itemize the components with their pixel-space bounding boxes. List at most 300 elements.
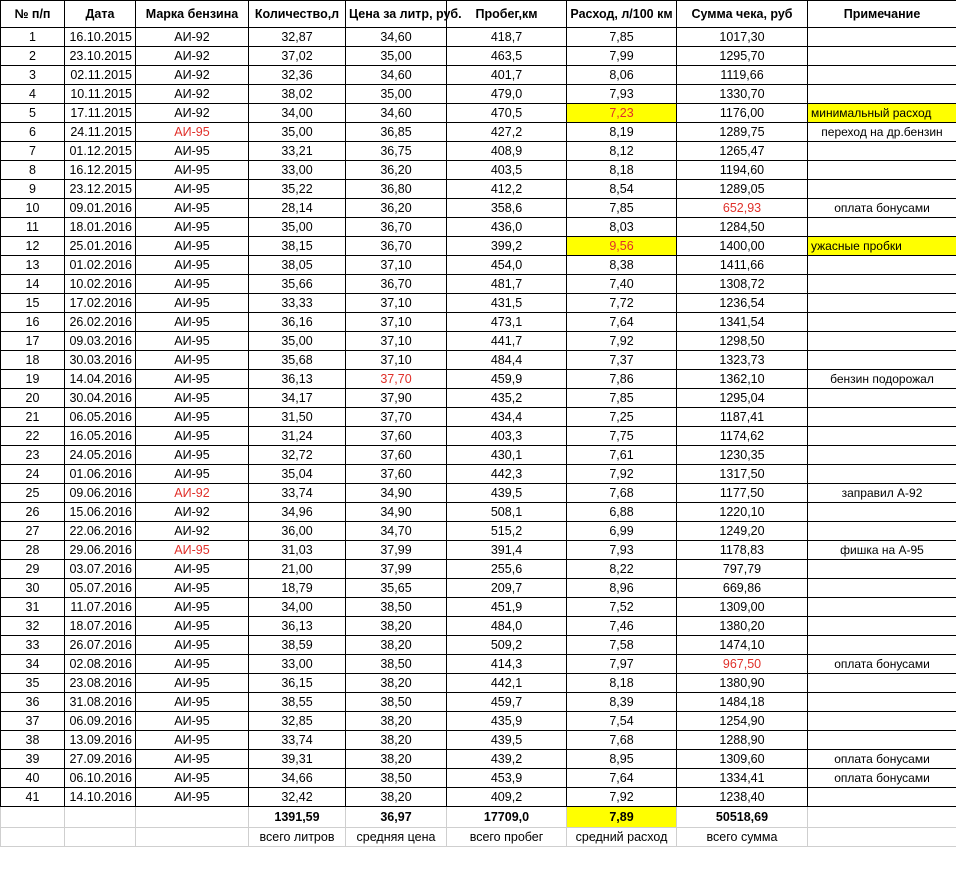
fuel-brand-cell[interactable]: АИ-92 xyxy=(136,66,249,85)
average-price-cell[interactable]: 36,97 xyxy=(346,807,447,828)
header-cell-note[interactable]: Примечание xyxy=(808,1,956,28)
quantity-cell[interactable]: 34,66 xyxy=(249,769,346,788)
quantity-cell[interactable]: 39,31 xyxy=(249,750,346,769)
date-cell[interactable]: 30.03.2016 xyxy=(65,351,136,370)
price-cell[interactable]: 36,70 xyxy=(346,275,447,294)
price-cell[interactable]: 35,00 xyxy=(346,85,447,104)
note-cell[interactable]: оплата бонусами xyxy=(808,655,956,674)
quantity-cell[interactable]: 34,96 xyxy=(249,503,346,522)
sum-cell[interactable]: 1284,50 xyxy=(677,218,808,237)
note-cell[interactable] xyxy=(808,598,956,617)
fuel-brand-cell[interactable]: АИ-95 xyxy=(136,218,249,237)
mileage-cell[interactable]: 399,2 xyxy=(447,237,567,256)
price-cell[interactable]: 38,20 xyxy=(346,788,447,807)
sum-cell[interactable]: 1230,35 xyxy=(677,446,808,465)
row-number-cell[interactable]: 4 xyxy=(1,85,65,104)
mileage-cell[interactable]: 401,7 xyxy=(447,66,567,85)
consumption-cell[interactable]: 7,85 xyxy=(567,389,677,408)
note-cell[interactable] xyxy=(808,446,956,465)
fuel-brand-cell[interactable]: АИ-95 xyxy=(136,313,249,332)
fuel-brand-cell[interactable]: АИ-95 xyxy=(136,560,249,579)
label-empty-cell[interactable] xyxy=(1,828,65,847)
fuel-brand-cell[interactable]: АИ-95 xyxy=(136,408,249,427)
fuel-brand-cell[interactable]: АИ-95 xyxy=(136,712,249,731)
row-number-cell[interactable]: 16 xyxy=(1,313,65,332)
mileage-cell[interactable]: 459,7 xyxy=(447,693,567,712)
mileage-cell[interactable]: 484,4 xyxy=(447,351,567,370)
row-number-cell[interactable]: 37 xyxy=(1,712,65,731)
note-cell[interactable] xyxy=(808,294,956,313)
row-number-cell[interactable]: 38 xyxy=(1,731,65,750)
sum-cell[interactable]: 1178,83 xyxy=(677,541,808,560)
row-number-cell[interactable]: 6 xyxy=(1,123,65,142)
price-cell[interactable]: 34,60 xyxy=(346,104,447,123)
sum-cell[interactable]: 652,93 xyxy=(677,199,808,218)
row-number-cell[interactable]: 23 xyxy=(1,446,65,465)
row-number-cell[interactable]: 36 xyxy=(1,693,65,712)
price-cell[interactable]: 34,60 xyxy=(346,28,447,47)
sum-cell[interactable]: 669,86 xyxy=(677,579,808,598)
consumption-cell[interactable]: 7,72 xyxy=(567,294,677,313)
date-cell[interactable]: 27.09.2016 xyxy=(65,750,136,769)
price-cell[interactable]: 37,10 xyxy=(346,294,447,313)
note-cell[interactable] xyxy=(808,256,956,275)
row-number-cell[interactable]: 34 xyxy=(1,655,65,674)
quantity-cell[interactable]: 33,74 xyxy=(249,731,346,750)
consumption-cell[interactable]: 7,92 xyxy=(567,465,677,484)
date-cell[interactable]: 24.05.2016 xyxy=(65,446,136,465)
fuel-brand-cell[interactable]: АИ-95 xyxy=(136,427,249,446)
consumption-cell[interactable]: 8,12 xyxy=(567,142,677,161)
consumption-cell[interactable]: 7,64 xyxy=(567,769,677,788)
note-cell[interactable] xyxy=(808,332,956,351)
totals-empty-cell[interactable] xyxy=(808,807,956,828)
quantity-cell[interactable]: 33,00 xyxy=(249,655,346,674)
fuel-brand-cell[interactable]: АИ-92 xyxy=(136,503,249,522)
date-cell[interactable]: 30.04.2016 xyxy=(65,389,136,408)
mileage-cell[interactable]: 414,3 xyxy=(447,655,567,674)
mileage-cell[interactable]: 508,1 xyxy=(447,503,567,522)
mileage-cell[interactable]: 436,0 xyxy=(447,218,567,237)
sum-cell[interactable]: 1298,50 xyxy=(677,332,808,351)
consumption-cell[interactable]: 7,85 xyxy=(567,28,677,47)
mileage-cell[interactable]: 439,2 xyxy=(447,750,567,769)
date-cell[interactable]: 09.01.2016 xyxy=(65,199,136,218)
row-number-cell[interactable]: 7 xyxy=(1,142,65,161)
mileage-cell[interactable]: 403,3 xyxy=(447,427,567,446)
consumption-cell[interactable]: 7,58 xyxy=(567,636,677,655)
consumption-cell[interactable]: 7,37 xyxy=(567,351,677,370)
sum-cell[interactable]: 797,79 xyxy=(677,560,808,579)
consumption-cell[interactable]: 8,03 xyxy=(567,218,677,237)
mileage-cell[interactable]: 431,5 xyxy=(447,294,567,313)
consumption-cell[interactable]: 8,19 xyxy=(567,123,677,142)
consumption-cell[interactable]: 7,93 xyxy=(567,85,677,104)
note-cell[interactable] xyxy=(808,142,956,161)
price-cell[interactable]: 38,20 xyxy=(346,617,447,636)
sum-cell[interactable]: 1176,00 xyxy=(677,104,808,123)
fuel-brand-cell[interactable]: АИ-95 xyxy=(136,332,249,351)
quantity-cell[interactable]: 28,14 xyxy=(249,199,346,218)
mileage-cell[interactable]: 463,5 xyxy=(447,47,567,66)
quantity-cell[interactable]: 36,13 xyxy=(249,617,346,636)
mileage-cell[interactable]: 255,6 xyxy=(447,560,567,579)
fuel-brand-cell[interactable]: АИ-92 xyxy=(136,85,249,104)
consumption-cell[interactable]: 8,22 xyxy=(567,560,677,579)
total-quantity-cell[interactable]: 1391,59 xyxy=(249,807,346,828)
note-cell[interactable] xyxy=(808,161,956,180)
totals-empty-cell[interactable] xyxy=(65,807,136,828)
mileage-cell[interactable]: 470,5 xyxy=(447,104,567,123)
sum-cell[interactable]: 1411,66 xyxy=(677,256,808,275)
date-cell[interactable]: 01.02.2016 xyxy=(65,256,136,275)
label-empty-cell[interactable] xyxy=(136,828,249,847)
date-cell[interactable]: 06.09.2016 xyxy=(65,712,136,731)
consumption-cell[interactable]: 8,38 xyxy=(567,256,677,275)
quantity-cell[interactable]: 34,00 xyxy=(249,104,346,123)
note-cell[interactable] xyxy=(808,579,956,598)
consumption-cell[interactable]: 7,86 xyxy=(567,370,677,389)
row-number-cell[interactable]: 5 xyxy=(1,104,65,123)
price-cell[interactable]: 37,70 xyxy=(346,370,447,389)
mileage-cell[interactable]: 515,2 xyxy=(447,522,567,541)
date-cell[interactable]: 31.08.2016 xyxy=(65,693,136,712)
fuel-brand-cell[interactable]: АИ-95 xyxy=(136,351,249,370)
price-cell[interactable]: 35,65 xyxy=(346,579,447,598)
sum-cell[interactable]: 1174,62 xyxy=(677,427,808,446)
row-number-cell[interactable]: 29 xyxy=(1,560,65,579)
sum-cell[interactable]: 1220,10 xyxy=(677,503,808,522)
price-cell[interactable]: 36,20 xyxy=(346,161,447,180)
note-cell[interactable] xyxy=(808,522,956,541)
row-number-cell[interactable]: 32 xyxy=(1,617,65,636)
date-cell[interactable]: 16.05.2016 xyxy=(65,427,136,446)
quantity-cell[interactable]: 38,55 xyxy=(249,693,346,712)
row-number-cell[interactable]: 33 xyxy=(1,636,65,655)
row-number-cell[interactable]: 21 xyxy=(1,408,65,427)
price-cell[interactable]: 36,70 xyxy=(346,237,447,256)
note-cell[interactable] xyxy=(808,218,956,237)
price-cell[interactable]: 36,20 xyxy=(346,199,447,218)
quantity-cell[interactable]: 34,17 xyxy=(249,389,346,408)
mileage-cell[interactable]: 473,1 xyxy=(447,313,567,332)
row-number-cell[interactable]: 14 xyxy=(1,275,65,294)
price-cell[interactable]: 37,10 xyxy=(346,256,447,275)
note-cell[interactable] xyxy=(808,788,956,807)
average-consumption-cell[interactable]: 7,89 xyxy=(567,807,677,828)
fuel-brand-cell[interactable]: АИ-92 xyxy=(136,104,249,123)
sum-cell[interactable]: 1288,90 xyxy=(677,731,808,750)
sum-cell[interactable]: 1341,54 xyxy=(677,313,808,332)
mileage-cell[interactable]: 435,9 xyxy=(447,712,567,731)
consumption-cell[interactable]: 8,54 xyxy=(567,180,677,199)
note-cell[interactable]: фишка на А-95 xyxy=(808,541,956,560)
fuel-brand-cell[interactable]: АИ-95 xyxy=(136,275,249,294)
mileage-cell[interactable]: 509,2 xyxy=(447,636,567,655)
date-cell[interactable]: 17.11.2015 xyxy=(65,104,136,123)
note-cell[interactable] xyxy=(808,674,956,693)
sum-cell[interactable]: 1400,00 xyxy=(677,237,808,256)
totals-empty-cell[interactable] xyxy=(136,807,249,828)
fuel-brand-cell[interactable]: АИ-95 xyxy=(136,123,249,142)
mileage-cell[interactable]: 442,1 xyxy=(447,674,567,693)
mileage-cell[interactable]: 484,0 xyxy=(447,617,567,636)
note-cell[interactable] xyxy=(808,560,956,579)
row-number-cell[interactable]: 25 xyxy=(1,484,65,503)
fuel-brand-cell[interactable]: АИ-95 xyxy=(136,750,249,769)
date-cell[interactable]: 06.05.2016 xyxy=(65,408,136,427)
sum-cell[interactable]: 1265,47 xyxy=(677,142,808,161)
price-cell[interactable]: 36,70 xyxy=(346,218,447,237)
sum-cell[interactable]: 1289,05 xyxy=(677,180,808,199)
price-cell[interactable]: 34,70 xyxy=(346,522,447,541)
label-total-liters[interactable]: всего литров xyxy=(249,828,346,847)
fuel-brand-cell[interactable]: АИ-95 xyxy=(136,256,249,275)
date-cell[interactable]: 13.09.2016 xyxy=(65,731,136,750)
note-cell[interactable] xyxy=(808,731,956,750)
mileage-cell[interactable]: 439,5 xyxy=(447,731,567,750)
note-cell[interactable]: ужасные пробки xyxy=(808,237,956,256)
fuel-brand-cell[interactable]: АИ-95 xyxy=(136,294,249,313)
consumption-cell[interactable]: 8,96 xyxy=(567,579,677,598)
fuel-brand-cell[interactable]: АИ-92 xyxy=(136,47,249,66)
sum-cell[interactable]: 1309,60 xyxy=(677,750,808,769)
total-mileage-cell[interactable]: 17709,0 xyxy=(447,807,567,828)
consumption-cell[interactable]: 9,56 xyxy=(567,237,677,256)
row-number-cell[interactable]: 22 xyxy=(1,427,65,446)
mileage-cell[interactable]: 427,2 xyxy=(447,123,567,142)
consumption-cell[interactable]: 7,23 xyxy=(567,104,677,123)
quantity-cell[interactable]: 38,05 xyxy=(249,256,346,275)
consumption-cell[interactable]: 6,88 xyxy=(567,503,677,522)
fuel-brand-cell[interactable]: АИ-95 xyxy=(136,142,249,161)
date-cell[interactable]: 10.02.2016 xyxy=(65,275,136,294)
note-cell[interactable]: оплата бонусами xyxy=(808,199,956,218)
date-cell[interactable]: 23.08.2016 xyxy=(65,674,136,693)
date-cell[interactable]: 09.06.2016 xyxy=(65,484,136,503)
fuel-brand-cell[interactable]: АИ-95 xyxy=(136,389,249,408)
mileage-cell[interactable]: 412,2 xyxy=(447,180,567,199)
mileage-cell[interactable]: 442,3 xyxy=(447,465,567,484)
date-cell[interactable]: 01.12.2015 xyxy=(65,142,136,161)
quantity-cell[interactable]: 34,00 xyxy=(249,598,346,617)
price-cell[interactable]: 37,90 xyxy=(346,389,447,408)
price-cell[interactable]: 34,60 xyxy=(346,66,447,85)
header-cell-price[interactable]: Цена за литр, руб. xyxy=(346,1,447,28)
sum-cell[interactable]: 1380,20 xyxy=(677,617,808,636)
row-number-cell[interactable]: 27 xyxy=(1,522,65,541)
consumption-cell[interactable]: 8,18 xyxy=(567,674,677,693)
date-cell[interactable]: 09.03.2016 xyxy=(65,332,136,351)
sum-cell[interactable]: 1177,50 xyxy=(677,484,808,503)
row-number-cell[interactable]: 8 xyxy=(1,161,65,180)
fuel-brand-cell[interactable]: АИ-95 xyxy=(136,161,249,180)
sum-cell[interactable]: 1484,18 xyxy=(677,693,808,712)
row-number-cell[interactable]: 15 xyxy=(1,294,65,313)
note-cell[interactable] xyxy=(808,313,956,332)
quantity-cell[interactable]: 18,79 xyxy=(249,579,346,598)
consumption-cell[interactable]: 7,92 xyxy=(567,788,677,807)
consumption-cell[interactable]: 7,85 xyxy=(567,199,677,218)
mileage-cell[interactable]: 409,2 xyxy=(447,788,567,807)
mileage-cell[interactable]: 451,9 xyxy=(447,598,567,617)
date-cell[interactable]: 01.06.2016 xyxy=(65,465,136,484)
date-cell[interactable]: 29.06.2016 xyxy=(65,541,136,560)
quantity-cell[interactable]: 31,24 xyxy=(249,427,346,446)
quantity-cell[interactable]: 36,15 xyxy=(249,674,346,693)
quantity-cell[interactable]: 32,36 xyxy=(249,66,346,85)
date-cell[interactable]: 16.12.2015 xyxy=(65,161,136,180)
sum-cell[interactable]: 1323,73 xyxy=(677,351,808,370)
sum-cell[interactable]: 1334,41 xyxy=(677,769,808,788)
date-cell[interactable]: 05.07.2016 xyxy=(65,579,136,598)
date-cell[interactable]: 24.11.2015 xyxy=(65,123,136,142)
header-cell-number[interactable]: № п/п xyxy=(1,1,65,28)
row-number-cell[interactable]: 17 xyxy=(1,332,65,351)
quantity-cell[interactable]: 33,33 xyxy=(249,294,346,313)
sum-cell[interactable]: 1362,10 xyxy=(677,370,808,389)
total-sum-cell[interactable]: 50518,69 xyxy=(677,807,808,828)
mileage-cell[interactable]: 441,7 xyxy=(447,332,567,351)
label-average-price[interactable]: средняя цена xyxy=(346,828,447,847)
date-cell[interactable]: 18.07.2016 xyxy=(65,617,136,636)
consumption-cell[interactable]: 7,61 xyxy=(567,446,677,465)
fuel-brand-cell[interactable]: АИ-95 xyxy=(136,788,249,807)
price-cell[interactable]: 38,20 xyxy=(346,674,447,693)
fuel-brand-cell[interactable]: АИ-95 xyxy=(136,617,249,636)
quantity-cell[interactable]: 33,74 xyxy=(249,484,346,503)
fuel-brand-cell[interactable]: АИ-95 xyxy=(136,598,249,617)
date-cell[interactable]: 16.10.2015 xyxy=(65,28,136,47)
label-empty-cell[interactable] xyxy=(65,828,136,847)
row-number-cell[interactable]: 1 xyxy=(1,28,65,47)
sum-cell[interactable]: 1119,66 xyxy=(677,66,808,85)
note-cell[interactable] xyxy=(808,408,956,427)
note-cell[interactable] xyxy=(808,636,956,655)
mileage-cell[interactable]: 391,4 xyxy=(447,541,567,560)
row-number-cell[interactable]: 12 xyxy=(1,237,65,256)
date-cell[interactable]: 10.11.2015 xyxy=(65,85,136,104)
fuel-brand-cell[interactable]: АИ-92 xyxy=(136,484,249,503)
date-cell[interactable]: 06.10.2016 xyxy=(65,769,136,788)
quantity-cell[interactable]: 35,00 xyxy=(249,123,346,142)
consumption-cell[interactable]: 7,64 xyxy=(567,313,677,332)
price-cell[interactable]: 37,60 xyxy=(346,446,447,465)
mileage-cell[interactable]: 403,5 xyxy=(447,161,567,180)
price-cell[interactable]: 34,90 xyxy=(346,484,447,503)
quantity-cell[interactable]: 36,13 xyxy=(249,370,346,389)
date-cell[interactable]: 17.02.2016 xyxy=(65,294,136,313)
quantity-cell[interactable]: 32,42 xyxy=(249,788,346,807)
quantity-cell[interactable]: 32,85 xyxy=(249,712,346,731)
row-number-cell[interactable]: 39 xyxy=(1,750,65,769)
row-number-cell[interactable]: 24 xyxy=(1,465,65,484)
mileage-cell[interactable]: 454,0 xyxy=(447,256,567,275)
consumption-cell[interactable]: 8,95 xyxy=(567,750,677,769)
date-cell[interactable]: 26.07.2016 xyxy=(65,636,136,655)
price-cell[interactable]: 37,60 xyxy=(346,427,447,446)
sum-cell[interactable]: 1330,70 xyxy=(677,85,808,104)
note-cell[interactable]: заправил А-92 xyxy=(808,484,956,503)
label-empty-cell[interactable] xyxy=(808,828,956,847)
fuel-brand-cell[interactable]: АИ-95 xyxy=(136,693,249,712)
row-number-cell[interactable]: 30 xyxy=(1,579,65,598)
price-cell[interactable]: 37,10 xyxy=(346,332,447,351)
consumption-cell[interactable]: 8,39 xyxy=(567,693,677,712)
date-cell[interactable]: 14.04.2016 xyxy=(65,370,136,389)
row-number-cell[interactable]: 41 xyxy=(1,788,65,807)
sum-cell[interactable]: 1295,04 xyxy=(677,389,808,408)
price-cell[interactable]: 38,50 xyxy=(346,598,447,617)
note-cell[interactable] xyxy=(808,66,956,85)
mileage-cell[interactable]: 418,7 xyxy=(447,28,567,47)
totals-empty-cell[interactable] xyxy=(1,807,65,828)
price-cell[interactable]: 36,75 xyxy=(346,142,447,161)
consumption-cell[interactable]: 7,25 xyxy=(567,408,677,427)
date-cell[interactable]: 02.08.2016 xyxy=(65,655,136,674)
row-number-cell[interactable]: 31 xyxy=(1,598,65,617)
row-number-cell[interactable]: 28 xyxy=(1,541,65,560)
fuel-brand-cell[interactable]: АИ-95 xyxy=(136,769,249,788)
date-cell[interactable]: 03.07.2016 xyxy=(65,560,136,579)
quantity-cell[interactable]: 36,16 xyxy=(249,313,346,332)
price-cell[interactable]: 36,80 xyxy=(346,180,447,199)
quantity-cell[interactable]: 32,87 xyxy=(249,28,346,47)
row-number-cell[interactable]: 19 xyxy=(1,370,65,389)
note-cell[interactable]: переход на др.бензин xyxy=(808,123,956,142)
fuel-brand-cell[interactable]: АИ-95 xyxy=(136,465,249,484)
consumption-cell[interactable]: 7,46 xyxy=(567,617,677,636)
fuel-brand-cell[interactable]: АИ-95 xyxy=(136,541,249,560)
note-cell[interactable] xyxy=(808,389,956,408)
quantity-cell[interactable]: 35,00 xyxy=(249,332,346,351)
sum-cell[interactable]: 1308,72 xyxy=(677,275,808,294)
row-number-cell[interactable]: 35 xyxy=(1,674,65,693)
note-cell[interactable]: оплата бонусами xyxy=(808,750,956,769)
row-number-cell[interactable]: 13 xyxy=(1,256,65,275)
note-cell[interactable] xyxy=(808,85,956,104)
label-average-consumption[interactable]: средний расход xyxy=(567,828,677,847)
note-cell[interactable] xyxy=(808,351,956,370)
consumption-cell[interactable]: 8,06 xyxy=(567,66,677,85)
consumption-cell[interactable]: 7,99 xyxy=(567,47,677,66)
quantity-cell[interactable]: 38,59 xyxy=(249,636,346,655)
consumption-cell[interactable]: 7,52 xyxy=(567,598,677,617)
mileage-cell[interactable]: 479,0 xyxy=(447,85,567,104)
note-cell[interactable] xyxy=(808,28,956,47)
quantity-cell[interactable]: 31,50 xyxy=(249,408,346,427)
note-cell[interactable]: минимальный расход xyxy=(808,104,956,123)
price-cell[interactable]: 36,85 xyxy=(346,123,447,142)
consumption-cell[interactable]: 7,75 xyxy=(567,427,677,446)
date-cell[interactable]: 14.10.2016 xyxy=(65,788,136,807)
price-cell[interactable]: 38,50 xyxy=(346,655,447,674)
note-cell[interactable] xyxy=(808,712,956,731)
price-cell[interactable]: 38,50 xyxy=(346,769,447,788)
row-number-cell[interactable]: 2 xyxy=(1,47,65,66)
date-cell[interactable]: 02.11.2015 xyxy=(65,66,136,85)
row-number-cell[interactable]: 3 xyxy=(1,66,65,85)
quantity-cell[interactable]: 35,04 xyxy=(249,465,346,484)
consumption-cell[interactable]: 7,97 xyxy=(567,655,677,674)
sum-cell[interactable]: 1289,75 xyxy=(677,123,808,142)
consumption-cell[interactable]: 7,68 xyxy=(567,484,677,503)
fuel-brand-cell[interactable]: АИ-95 xyxy=(136,446,249,465)
consumption-cell[interactable]: 7,54 xyxy=(567,712,677,731)
fuel-brand-cell[interactable]: АИ-95 xyxy=(136,180,249,199)
consumption-cell[interactable]: 7,93 xyxy=(567,541,677,560)
quantity-cell[interactable]: 35,66 xyxy=(249,275,346,294)
